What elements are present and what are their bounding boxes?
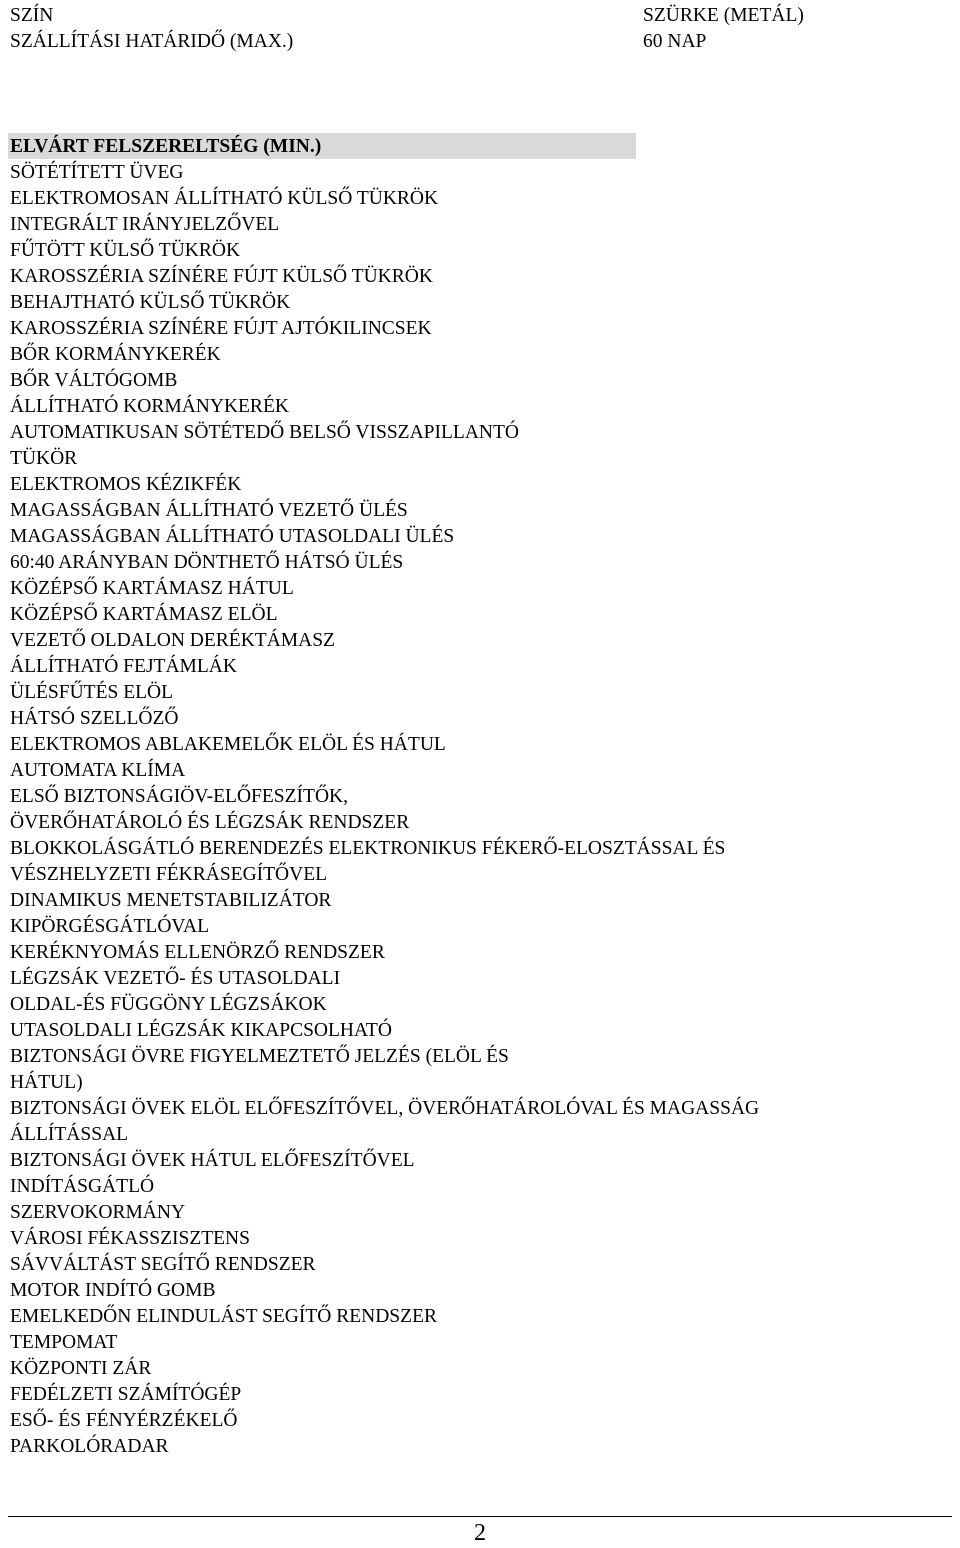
equipment-line: SÖTÉTÍTETT ÜVEG <box>10 162 184 183</box>
equipment-line: EMELKEDŐN ELINDULÁST SEGÍTŐ RENDSZER <box>10 1306 437 1327</box>
equipment-line: KAROSSZÉRIA SZÍNÉRE FÚJT AJTÓKILINCSEK <box>10 318 432 339</box>
equipment-line: ÁLLÍTHATÓ FEJTÁMLÁK <box>10 656 237 677</box>
equipment-line: ELSŐ BIZTONSÁGIÖV-ELŐFESZÍTŐK, <box>10 786 348 807</box>
equipment-line: KÖZPONTI ZÁR <box>10 1358 152 1379</box>
equipment-line: AUTOMATA KLÍMA <box>10 760 186 781</box>
equipment-line: FŰTÖTT KÜLSŐ TÜKRÖK <box>10 240 241 261</box>
equipment-line: ELEKTROMOS ABLAKEMELŐK ELÖL ÉS HÁTUL <box>10 734 446 755</box>
equipment-line: MAGASSÁGBAN ÁLLÍTHATÓ UTASOLDALI ÜLÉS <box>10 526 455 547</box>
equipment-line: ÁLLÍTÁSSAL <box>10 1124 129 1145</box>
color-label: SZÍN <box>10 5 54 26</box>
equipment-line: HÁTUL) <box>10 1072 83 1093</box>
equipment-line: ÁLLÍTHATÓ KORMÁNYKERÉK <box>10 396 289 417</box>
equipment-line: ELEKTROMOS KÉZIKFÉK <box>10 474 242 495</box>
equipment-line: FEDÉLZETI SZÁMÍTÓGÉP <box>10 1384 242 1405</box>
equipment-line: BIZTONSÁGI ÖVEK HÁTUL ELŐFESZÍTŐVEL <box>10 1150 415 1171</box>
equipment-line: BLOKKOLÁSGÁTLÓ BERENDEZÉS ELEKTRONIKUS FÉKERŐ-ELOSZTÁSSAL ÉS <box>10 838 726 859</box>
delivery-value: 60 NAP <box>643 31 707 52</box>
equipment-line: VÁROSI FÉKASSZISZTENS <box>10 1228 250 1249</box>
equipment-line: SZERVOKORMÁNY <box>10 1202 186 1223</box>
footer-divider <box>8 1516 952 1517</box>
equipment-line: BŐR KORMÁNYKERÉK <box>10 344 221 365</box>
equipment-line: ESŐ- ÉS FÉNYÉRZÉKELŐ <box>10 1410 238 1431</box>
equipment-line: KERÉKNYOMÁS ELLENÖRZŐ RENDSZER <box>10 942 385 963</box>
equipment-line: SÁVVÁLTÁST SEGÍTŐ RENDSZER <box>10 1254 316 1275</box>
equipment-line: ÜLÉSFŰTÉS ELÖL <box>10 682 174 703</box>
equipment-line: ELEKTROMOSAN ÁLLÍTHATÓ KÜLSŐ TÜKRÖK <box>10 188 439 209</box>
equipment-line: 60:40 ARÁNYBAN DÖNTHETŐ HÁTSÓ ÜLÉS <box>10 552 404 573</box>
delivery-label: SZÁLLÍTÁSI HATÁRIDŐ (MAX.) <box>10 31 294 52</box>
equipment-line: AUTOMATIKUSAN SÖTÉTEDŐ BELSŐ VISSZAPILLANTÓ <box>10 422 519 443</box>
page-number: 2 <box>474 1520 486 1546</box>
equipment-line: INTEGRÁLT IRÁNYJELZŐVEL <box>10 214 280 235</box>
equipment-section-header <box>8 133 636 159</box>
equipment-line: LÉGZSÁK VEZETŐ- ÉS UTASOLDALI <box>10 968 341 989</box>
equipment-line: HÁTSÓ SZELLŐZŐ <box>10 708 179 729</box>
equipment-line: INDÍTÁSGÁTLÓ <box>10 1176 155 1197</box>
equipment-title: ELVÁRT FELSZERELTSÉG (MIN.) <box>10 136 322 157</box>
equipment-line: KAROSSZÉRIA SZÍNÉRE FÚJT KÜLSŐ TÜKRÖK <box>10 266 433 287</box>
equipment-line: OLDAL-ÉS FÜGGÖNY LÉGZSÁKOK <box>10 994 327 1015</box>
equipment-line: ÖVERŐHATÁROLÓ ÉS LÉGZSÁK RENDSZER <box>10 812 410 833</box>
equipment-line: VEZETŐ OLDALON DERÉKTÁMASZ <box>10 630 335 651</box>
equipment-line: KÖZÉPSŐ KARTÁMASZ ELÖL <box>10 604 278 625</box>
equipment-line: DINAMIKUS MENETSTABILIZÁTOR <box>10 890 332 911</box>
equipment-line: BIZTONSÁGI ÖVEK ELÖL ELŐFESZÍTŐVEL, ÖVERŐHATÁROLÓVAL ÉS MAGASSÁG <box>10 1098 760 1119</box>
equipment-line: PARKOLÓRADAR <box>10 1436 169 1457</box>
equipment-line: KÖZÉPSŐ KARTÁMASZ HÁTUL <box>10 578 294 599</box>
equipment-line: BŐR VÁLTÓGOMB <box>10 370 178 391</box>
equipment-line: MOTOR INDÍTÓ GOMB <box>10 1280 216 1301</box>
equipment-line: MAGASSÁGBAN ÁLLÍTHATÓ VEZETŐ ÜLÉS <box>10 500 408 521</box>
equipment-line: BEHAJTHATÓ KÜLSŐ TÜKRÖK <box>10 292 291 313</box>
equipment-line: UTASOLDALI LÉGZSÁK KIKAPCSOLHATÓ <box>10 1020 392 1041</box>
equipment-line: VÉSZHELYZETI FÉKRÁSEGÍTŐVEL <box>10 864 328 885</box>
equipment-line: TEMPOMAT <box>10 1332 118 1353</box>
equipment-line: KIPÖRGÉSGÁTLÓVAL <box>10 916 209 937</box>
equipment-line: BIZTONSÁGI ÖVRE FIGYELMEZTETŐ JELZÉS (ELÖL ÉS <box>10 1046 509 1067</box>
equipment-line: TÜKÖR <box>10 448 78 469</box>
color-value: SZÜRKE (METÁL) <box>643 5 804 26</box>
